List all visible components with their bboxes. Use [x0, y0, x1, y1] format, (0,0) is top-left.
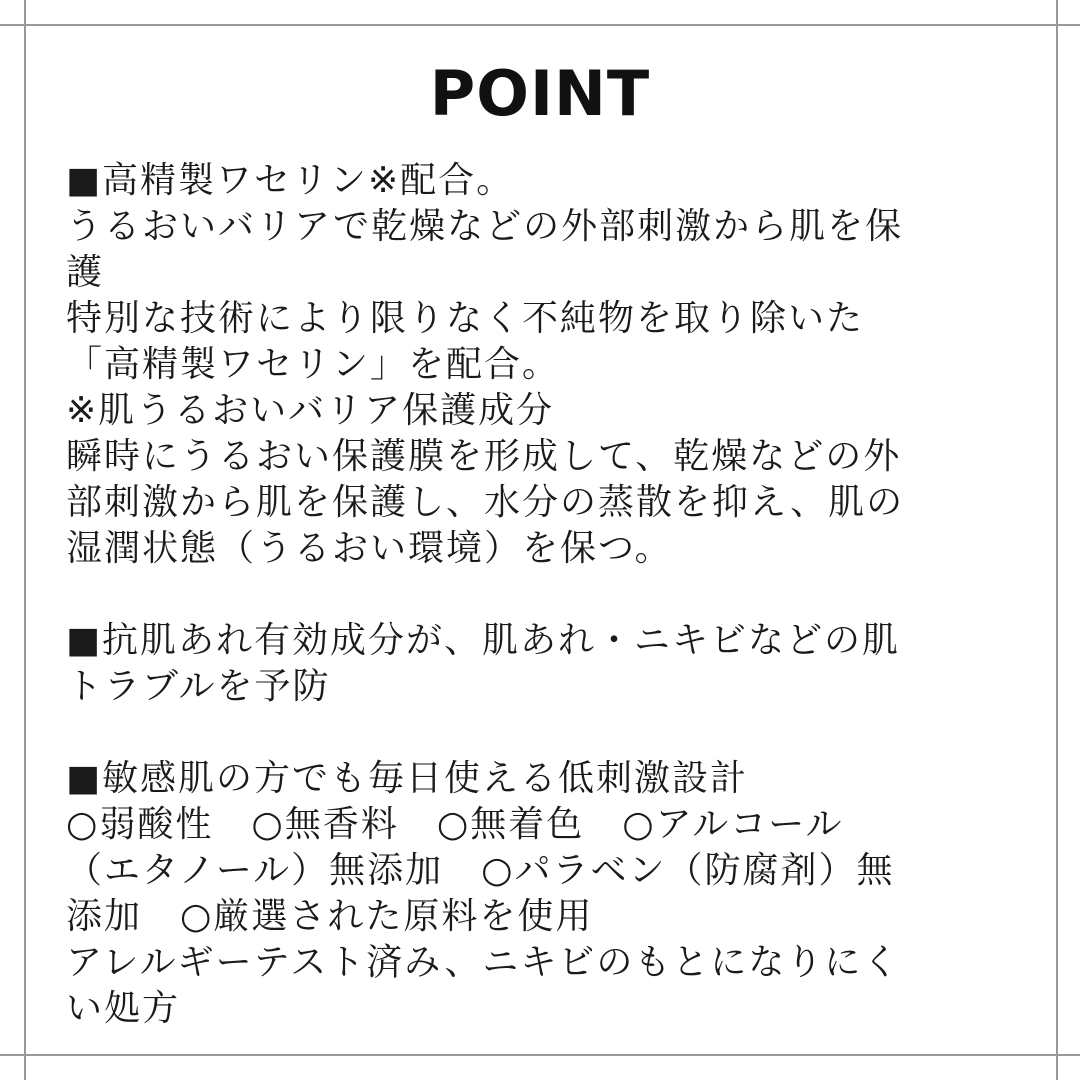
text-line: 添加 ○厳選された原料を使用 — [66, 896, 594, 937]
section-heading: ■高精製ワセリン※配合。 — [66, 160, 515, 201]
text-line: ○弱酸性 ○無香料 ○無着色 ○アルコール — [66, 804, 844, 845]
text-line: 「高精製ワセリン」を配合。 — [66, 344, 561, 385]
section-sensitive-skin — [66, 756, 996, 1032]
frame-left-line — [24, 0, 26, 1080]
page-title: POINT — [429, 57, 651, 130]
section-spacer — [66, 572, 996, 618]
text-line: 護 — [66, 252, 105, 293]
section-acne — [66, 618, 996, 710]
text-line: （エタノール）無添加 ○パラベン（防腐剤）無 — [66, 850, 895, 891]
text-line: い処方 — [66, 988, 181, 1029]
frame-right-line — [1056, 0, 1058, 1080]
section-vaseline — [66, 158, 996, 572]
text-line: 特別な技術により限りなく不純物を取り除いた — [66, 298, 865, 339]
text-line: トラブルを予防 — [66, 666, 331, 707]
text-line: うるおいバリアで乾燥などの外部刺激から肌を保 — [66, 206, 904, 247]
frame-top-line — [0, 24, 1080, 26]
text-line: 瞬時にうるおい保護膜を形成して、乾燥などの外 — [66, 436, 902, 477]
text-line: ※肌うるおいバリア保護成分 — [66, 390, 555, 431]
frame-bottom-line — [0, 1054, 1080, 1056]
section-spacer — [66, 710, 996, 756]
text-line: 部刺激から肌を保護し、水分の蒸散を抑え、肌の — [66, 482, 905, 523]
text-line: 湿潤状態（うるおい環境）を保つ。 — [66, 528, 673, 569]
point-content — [66, 158, 996, 1032]
section-heading: ■抗肌あれ有効成分が、肌あれ・ニキビなどの肌 — [66, 620, 901, 661]
section-heading: ■敏感肌の方でも毎日使える低刺激設計 — [66, 758, 749, 799]
text-line: アレルギーテスト済み、ニキビのもとになりにく — [66, 942, 901, 983]
